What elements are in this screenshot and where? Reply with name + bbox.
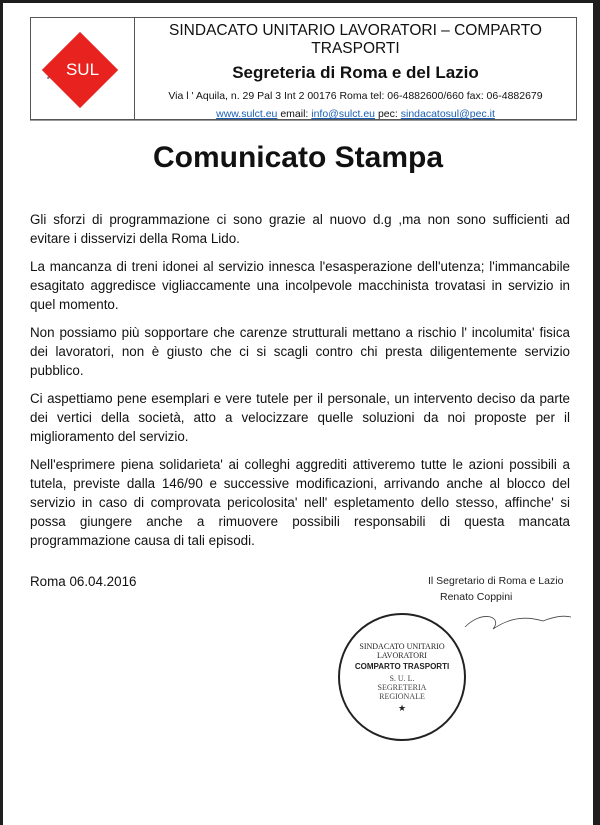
signature-scribble bbox=[463, 607, 573, 637]
paragraph: Gli sforzi di programmazione ci sono grazie al nuovo d.g ,ma non sono sufficienti ad evitare i disservizi della Roma Lido. bbox=[30, 212, 570, 246]
signatory-role: Il Segretario di Roma e Lazio bbox=[428, 575, 564, 587]
logo bbox=[31, 18, 135, 119]
stamp-center-line: S. U. L. bbox=[389, 673, 415, 683]
star-icon: ★ bbox=[397, 702, 407, 713]
paragraph: La mancanza di treni idonei al servizio innesca l'esasperazione dell'utenza; l'immancabile esagitato aggredisce vigliaccamente una incolpevole macchinista trovatasi in servizio in quel momento. bbox=[30, 259, 570, 312]
document-body bbox=[30, 210, 570, 600]
union-stamp bbox=[338, 613, 466, 741]
website-link[interactable]: www.sulct.eu bbox=[216, 108, 278, 120]
letterhead-info bbox=[135, 18, 576, 119]
office-name: Segreteria di Roma e del Lazio bbox=[232, 63, 479, 82]
organization-name: SINDACATO UNITARIO LAVORATORI – COMPARTO TRASPORTI bbox=[169, 22, 542, 57]
stamp-inner-text: COMPARTO TRASPORTI bbox=[354, 661, 450, 671]
document-title: Comunicato Stampa bbox=[152, 141, 444, 174]
stamp-center-line: SEGRETERIA bbox=[377, 682, 427, 692]
stamp-center-line: REGIONALE bbox=[379, 691, 425, 701]
document-page bbox=[3, 3, 593, 825]
address: Via l ' Aquila, n. 29 Pal 3 Int 2 00176 Roma tel: 06-4882600/660 fax: 06-4882679 bbox=[168, 90, 543, 102]
paragraph: Ci aspettiamo pene esemplari e vere tutele per il personale, un intervento deciso da parte dei vertici della società, atto a velocizzare quelle soluzioni da noi proposte per il miglioramento del servizio. bbox=[30, 391, 570, 444]
document-date: Roma 06.04.2016 bbox=[30, 574, 137, 589]
signature-block bbox=[428, 573, 563, 605]
paragraph: Nell'esprimere piena solidarieta' ai colleghi aggrediti attiveremo tutte le azioni possibili a tutela, previste dalla 146/90 e successive modificazioni, arrivando anche al blocco del servizio in caso di comprovata pericolosita' nell' espletamento dello stesso, affinche' si possa giungere anche a rimuovere possibili responsabili di questa mancata programmazione causa di tali episodi. bbox=[30, 457, 570, 548]
email-link[interactable]: info@sulct.eu bbox=[311, 108, 376, 120]
pec-label: pec: bbox=[377, 108, 398, 120]
stamp-outer-text: SINDACATO UNITARIO LAVORATORI bbox=[359, 641, 445, 660]
logo-text: SUL bbox=[65, 60, 100, 79]
contact-links bbox=[135, 108, 576, 120]
signatory-name: Renato Coppini bbox=[440, 591, 513, 603]
paragraph: Non possiamo più sopportare che carenze strutturali mettano a rischio l' incolumita' fisica dei lavoratori, non è giusto che ci si scagli contro chi presta diligentemente servizio pubblico. bbox=[30, 325, 570, 378]
pec-link[interactable]: sindacatosul@pec.it bbox=[400, 108, 495, 120]
email-label: email: bbox=[280, 108, 309, 120]
letterhead bbox=[30, 17, 577, 120]
